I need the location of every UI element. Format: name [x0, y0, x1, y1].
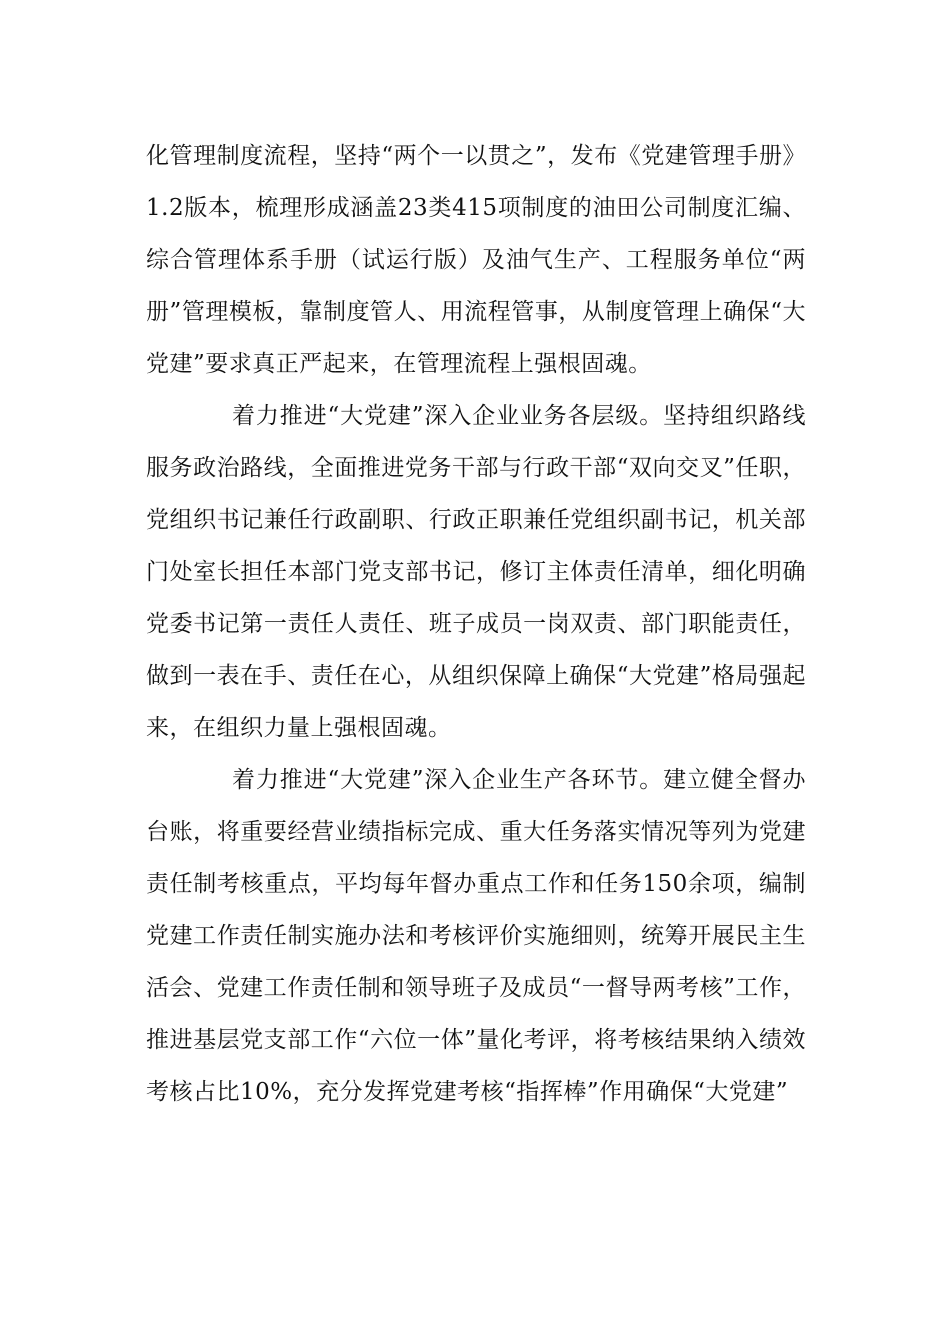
paragraph-production-links: 着力推进“大党建”深入企业生产各环节。建立健全督办台账，将重要经营业绩指标完成、重大任务落实情况等列为党建责任制考核重点，平均每年督办重点工作和任务150余项，编制党建工作责任制实施办法和考核评价实施细则，统筹开展民主生活会、党建工作责任制和领导班子及成员“一督导两考核”工作，推进基层党支部工作“六位一体”量化考评，将考核结果纳入绩效考核占比10%，充分发挥党建考核“指挥棒”作用确保“大党建”	[146, 767, 806, 1105]
paragraph-continuation: 化管理制度流程，坚持“两个一以贯之”，发布《党建管理手册》1.2版本，梳理形成涵盖23类415项制度的油田公司制度汇编、综合管理体系手册（试运行版）及油气生产、工程服务单位“两册”管理模板，靠制度管人、用流程管事，从制度管理上确保“大党建”要求真正严起来，在管理流程上强根固魂。	[146, 143, 806, 377]
paragraph-business-levels: 着力推进“大党建”深入企业业务各层级。坚持组织路线服务政治路线，全面推进党务干部与行政干部“双向交叉”任职，党组织书记兼任行政副职、行政正职兼任党组织副书记，机关部门处室长担任本部门党支部书记，修订主体责任清单，细化明确党委书记第一责任人责任、班子成员一岗双责、部门职能责任，做到一表在手、责任在心，从组织保障上确保“大党建”格局强起来，在组织力量上强根固魂。	[146, 403, 806, 741]
document-body	[146, 130, 806, 1118]
